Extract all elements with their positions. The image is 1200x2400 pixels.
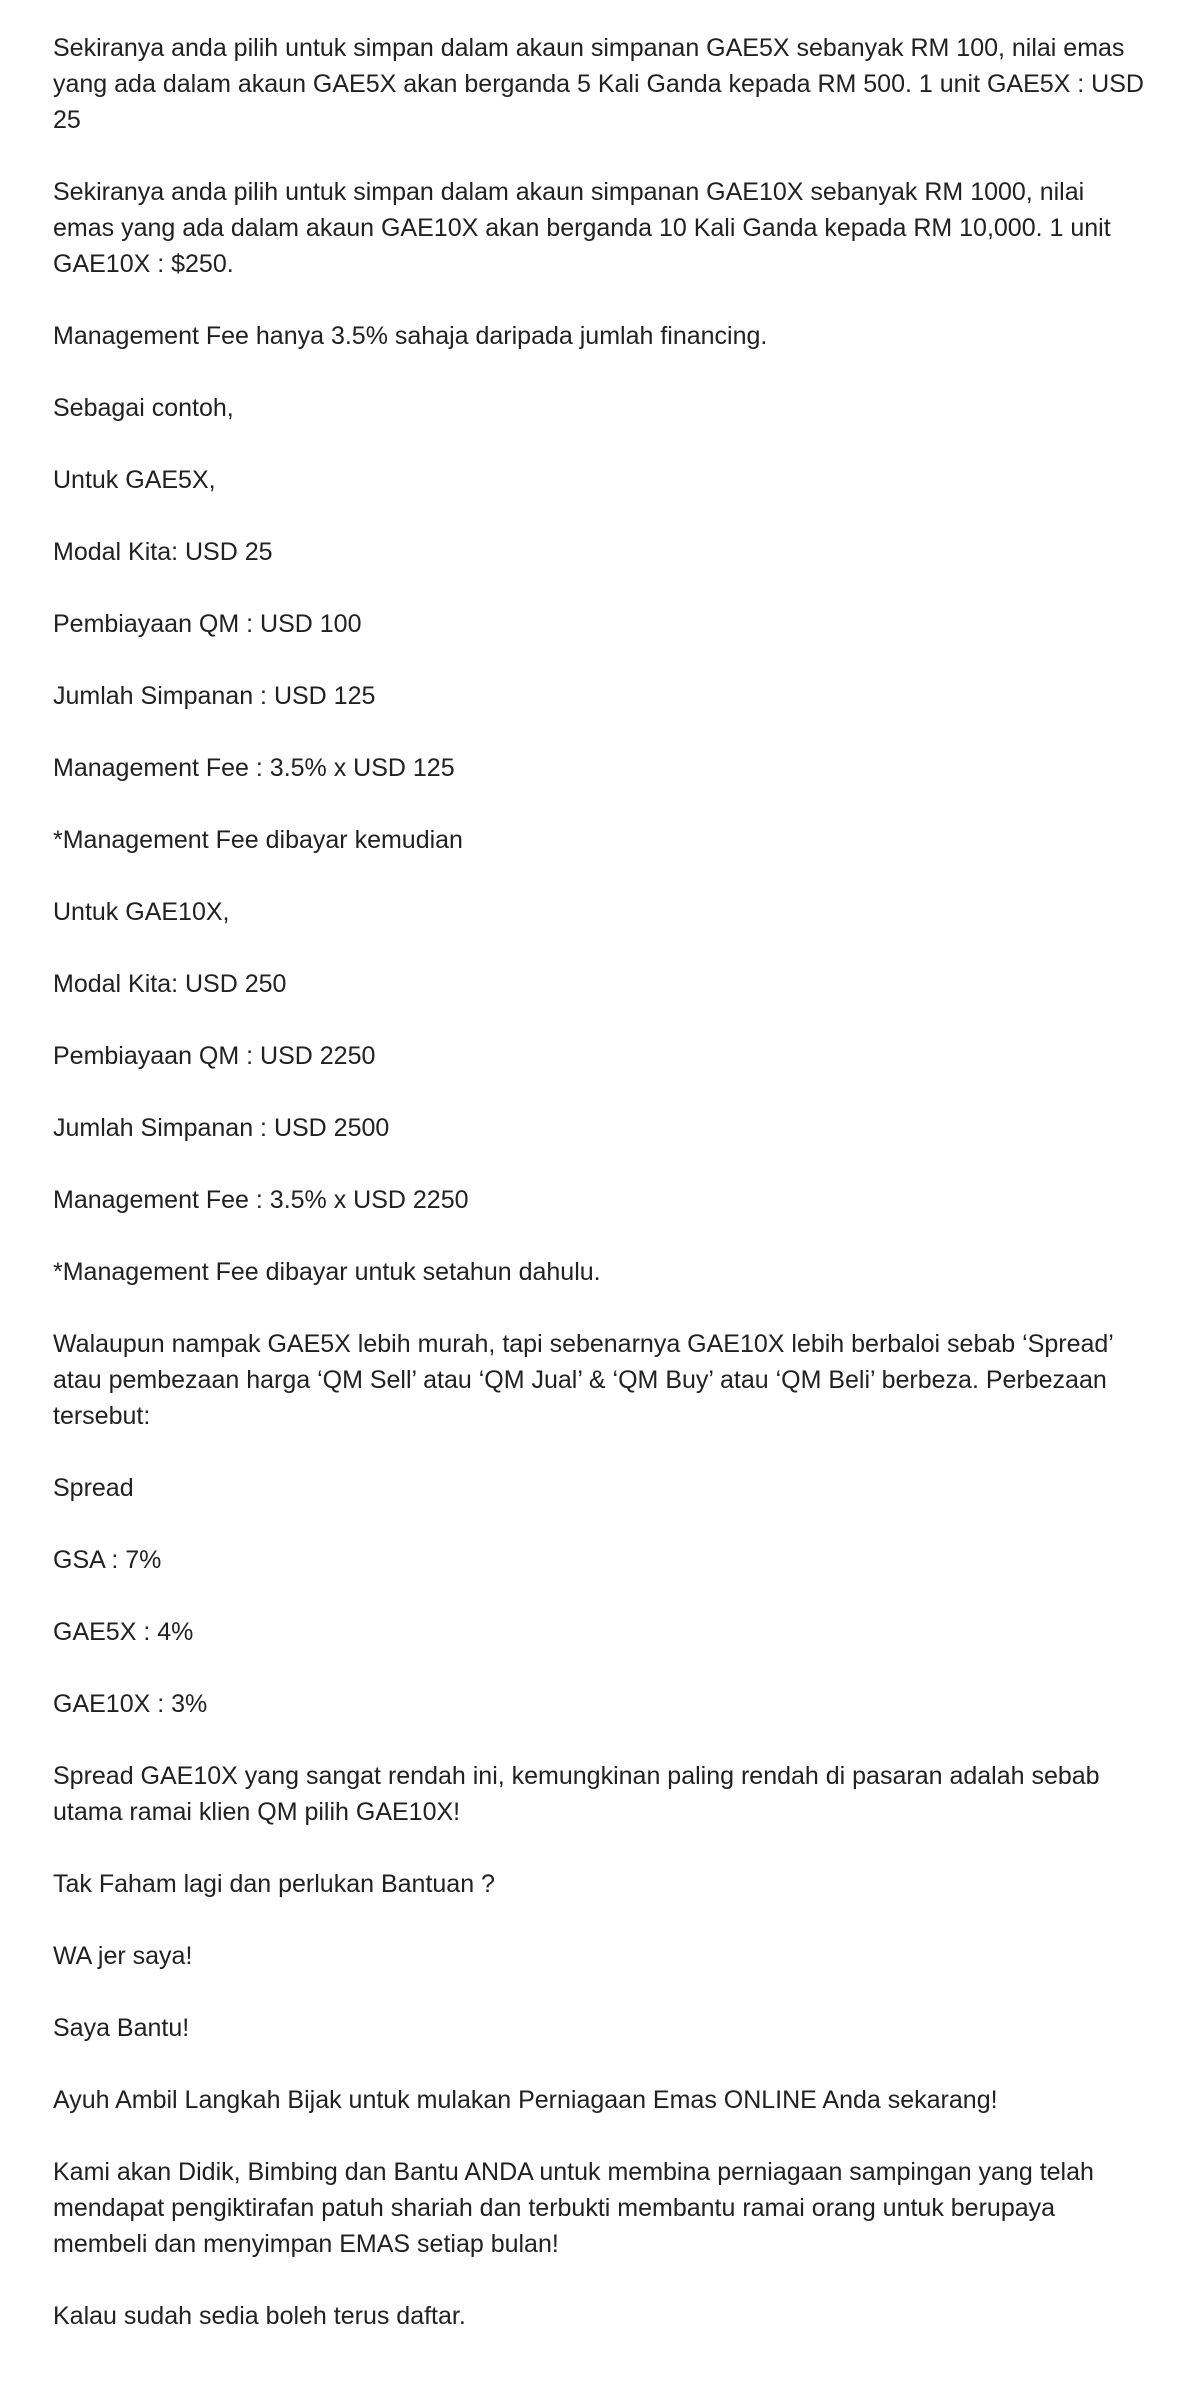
paragraph-gae5x-fee: Management Fee : 3.5% x USD 125 [53, 754, 455, 782]
paragraph-spread-heading: Spread [53, 1474, 134, 1502]
paragraph-spread-gae10x: GAE10X : 3% [53, 1690, 208, 1718]
paragraph-gae5x-capital: Modal Kita: USD 25 [53, 538, 273, 566]
paragraph-call-to-action: Ayuh Ambil Langkah Bijak untuk mulakan Perniagaan Emas ONLINE Anda sekarang! [53, 2086, 998, 2114]
paragraph-gae10x-fee-note: *Management Fee dibayar untuk setahun dahulu. [53, 1258, 601, 1286]
paragraph-gae10x-total: Jumlah Simpanan : USD 2500 [53, 1114, 390, 1142]
paragraph-gae10x-capital: Modal Kita: USD 250 [53, 970, 287, 998]
paragraph-gae5x-intro: Sekiranya anda pilih untuk simpan dalam akaun simpanan GAE5X sebanyak RM 100, nilai emas yang ada dalam akaun GAE5X akan berganda 5 Kali Ganda kepada RM 500. 1 unit GAE5X : USD 25 [53, 34, 1144, 134]
paragraph-gae10x-intro: Sekiranya anda pilih untuk simpan dalam akaun simpanan GAE10X sebanyak RM 1000, nilai emas yang ada dalam akaun GAE10X akan berganda 10 Kali Ganda kepada RM 10,000. 1 unit GAE10X : $250. [53, 178, 1111, 278]
paragraph-gae10x-heading: Untuk GAE10X, [53, 898, 230, 926]
paragraph-spread-gae5x: GAE5X : 4% [53, 1618, 194, 1646]
paragraph-help-offer: Saya Bantu! [53, 2014, 190, 2042]
paragraph-spread-explanation: Walaupun nampak GAE5X lebih murah, tapi sebenarnya GAE10X lebih berbaloi sebab ‘Spread’ atau pembezaan harga ‘QM Sell’ atau ‘QM Jual’ & ‘QM Buy’ atau ‘QM Beli’ berbeza. Perbezaan tersebut: [53, 1330, 1113, 1430]
paragraph-spread-gsa: GSA : 7% [53, 1546, 162, 1574]
paragraph-register: Kalau sudah sedia boleh terus daftar. [53, 2302, 466, 2330]
paragraph-whatsapp: WA jer saya! [53, 1942, 193, 1970]
paragraph-guidance: Kami akan Didik, Bimbing dan Bantu ANDA untuk membina perniagaan sampingan yang telah mendapat pengiktirafan patuh shariah dan terbukti membantu ramai orang untuk berupaya membeli dan menyimpan EMAS setiap bulan! [53, 2158, 1094, 2258]
paragraph-gae5x-heading: Untuk GAE5X, [53, 466, 216, 494]
paragraph-spread-conclusion: Spread GAE10X yang sangat rendah ini, kemungkinan paling rendah di pasaran adalah sebab utama ramai klien QM pilih GAE10X! [53, 1762, 1100, 1826]
paragraph-management-fee: Management Fee hanya 3.5% sahaja daripada jumlah financing. [53, 322, 768, 350]
paragraph-gae5x-fee-note: *Management Fee dibayar kemudian [53, 826, 463, 854]
paragraph-gae10x-fee: Management Fee : 3.5% x USD 2250 [53, 1186, 469, 1214]
paragraph-help-question: Tak Faham lagi dan perlukan Bantuan ? [53, 1870, 495, 1898]
paragraph-gae10x-financing: Pembiayaan QM : USD 2250 [53, 1042, 376, 1070]
paragraph-gae5x-total: Jumlah Simpanan : USD 125 [53, 682, 376, 710]
paragraph-gae5x-financing: Pembiayaan QM : USD 100 [53, 610, 362, 638]
paragraph-example-heading: Sebagai contoh, [53, 394, 234, 422]
